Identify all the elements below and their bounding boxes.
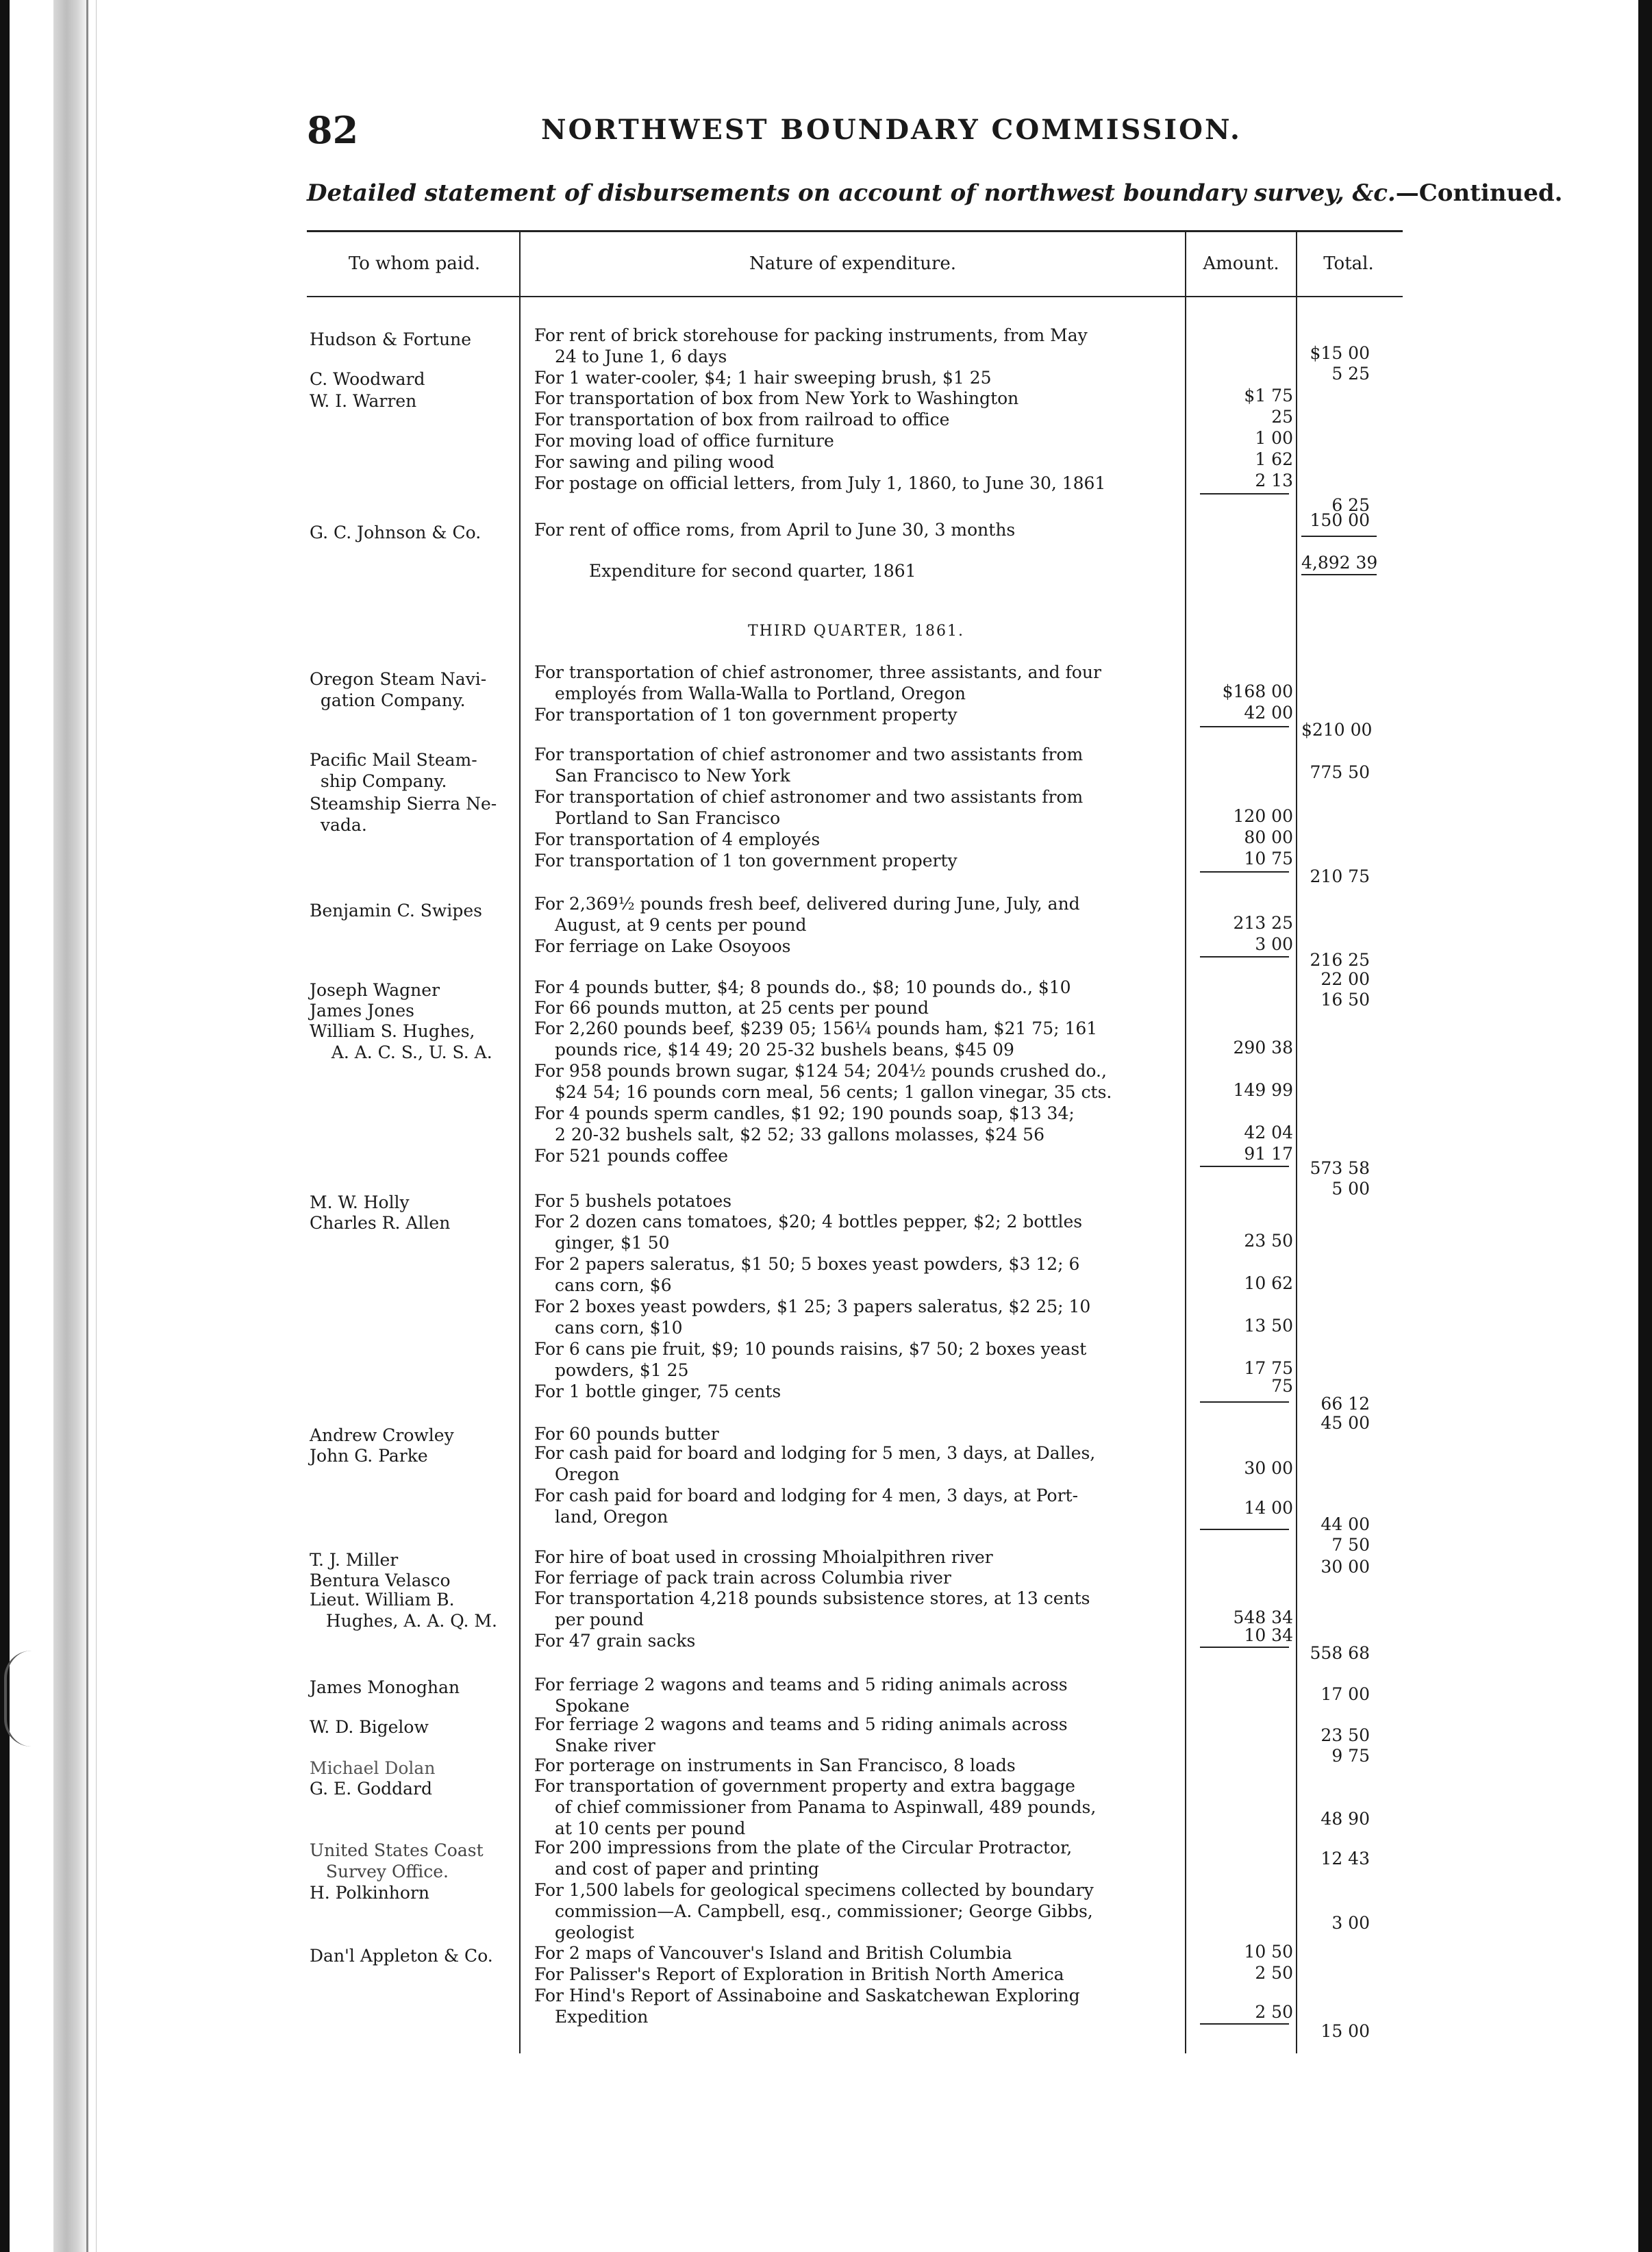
- caption-suffix: —Continued.: [1395, 179, 1563, 207]
- total-cell: 210 75: [1310, 866, 1370, 886]
- total-cell: 17 00: [1321, 1684, 1370, 1704]
- nature-line: For ferriage of pack train across Columbia river: [534, 1568, 951, 1588]
- nature-line: For postage on official letters, from July 1, 1860, to June 30, 1861: [534, 473, 1106, 493]
- payee-cell: G. C. Johnson & Co.: [310, 523, 481, 542]
- total-cell: 573 58: [1310, 1158, 1370, 1178]
- caption-italic: Detailed statement of disbursements on account of northwest boundary survey, &c.: [307, 179, 1396, 207]
- header-nature: Nature of expenditure.: [749, 253, 957, 274]
- amount-cell: 3 00: [1255, 934, 1293, 954]
- amount-cell: 80 00: [1244, 827, 1293, 847]
- amount-cell: 1 00: [1255, 428, 1293, 448]
- nature-line: of chief commissioner from Panama to Aspinwall, 489 pounds,: [555, 1797, 1097, 1817]
- total-cell: 44 00: [1321, 1514, 1370, 1534]
- amount-subtotal-rule: [1200, 1166, 1289, 1167]
- amount-subtotal-rule: [1200, 1529, 1289, 1530]
- nature-line: For ferriage 2 wagons and teams and 5 riding animals across: [534, 1675, 1068, 1694]
- nature-line: For transportation of 1 ton government property: [534, 851, 958, 871]
- nature-line: at 10 cents per pound: [555, 1818, 746, 1838]
- amount-subtotal-rule: [1200, 871, 1289, 873]
- total-rule: [1301, 536, 1377, 537]
- nature-line: For 1 water-cooler, $4; 1 hair sweeping brush, $1 25: [534, 368, 992, 388]
- total-cell: 23 50: [1321, 1725, 1370, 1745]
- binding-line: [86, 0, 88, 2252]
- binding-line-thin: [96, 0, 97, 2252]
- table-caption: [307, 179, 1563, 207]
- amount-cell: 149 99: [1233, 1080, 1293, 1100]
- total-cell: $15 00: [1310, 343, 1370, 363]
- table-header-rule: [307, 296, 1403, 297]
- total-cell: 45 00: [1321, 1413, 1370, 1433]
- nature-line: For transportation of chief astronomer and two assistants from: [534, 745, 1084, 764]
- total-cell: $210 00: [1301, 720, 1373, 740]
- nature-line: pounds rice, $14 49; 20 25-32 bushels beans, $45 09: [555, 1040, 1014, 1060]
- header-total: Total.: [1323, 253, 1374, 274]
- amount-cell: 75: [1271, 1376, 1293, 1396]
- payee-cell: G. E. Goddard: [310, 1779, 433, 1799]
- nature-line: cans corn, $6: [555, 1275, 672, 1295]
- nature-line: For 4 pounds butter, $4; 8 pounds do., $8; 10 pounds do., $10: [534, 977, 1071, 997]
- amount-cell: 42 00: [1244, 703, 1293, 723]
- amount-cell: 42 04: [1244, 1123, 1293, 1142]
- nature-line: For 1,500 labels for geological specimens collected by boundary: [534, 1880, 1094, 1900]
- nature-line: For transportation of chief astronomer and two assistants from: [534, 787, 1084, 807]
- amount-cell: 290 38: [1233, 1038, 1293, 1058]
- payee-cell: W. I. Warren: [310, 391, 417, 411]
- total-cell: 66 12: [1321, 1394, 1370, 1414]
- payee-cell: Bentura Velasco: [310, 1571, 451, 1590]
- nature-line: For 5 bushels potatoes: [534, 1191, 732, 1211]
- nature-line: Snake river: [555, 1736, 655, 1755]
- payee-cell: James Jones: [310, 1001, 415, 1021]
- running-head: NORTHWEST BOUNDARY COMMISSION.: [541, 114, 1242, 146]
- total-cell: 6 25: [1331, 495, 1370, 515]
- nature-line: For porterage on instruments in San Francisco, 8 loads: [534, 1755, 1016, 1775]
- payee-cell: W. D. Bigelow: [310, 1717, 429, 1737]
- amount-cell: 2 50: [1255, 2002, 1293, 2022]
- nature-line: For Hind's Report of Assinaboine and Saskatchewan Exploring: [534, 1986, 1080, 2005]
- nature-line: Spokane: [555, 1696, 630, 1716]
- total-cell: 9 75: [1331, 1746, 1370, 1766]
- payee-cell: Lieut. William B. Hughes, A. A. Q. M.: [310, 1590, 497, 1631]
- nature-line: For 958 pounds brown sugar, $124 54; 204½ pounds crushed do.,: [534, 1061, 1107, 1081]
- amount-cell: 30 00: [1244, 1458, 1293, 1478]
- total-cell: 16 50: [1321, 990, 1370, 1010]
- nature-line: land, Oregon: [555, 1507, 668, 1527]
- total-cell: 5 00: [1331, 1179, 1370, 1199]
- payee-cell: Oregon Steam Navi- gation Company.: [310, 669, 487, 710]
- total-cell: 22 00: [1321, 969, 1370, 989]
- nature-line: For ferriage on Lake Osoyoos: [534, 936, 791, 956]
- amount-cell: 10 62: [1244, 1273, 1293, 1293]
- amount-cell: 2 13: [1255, 471, 1293, 490]
- payee-cell: United States Coast Survey Office.: [310, 1840, 484, 1881]
- nature-line: For 1 bottle ginger, 75 cents: [534, 1381, 781, 1401]
- payee-cell: Charles R. Allen: [310, 1213, 451, 1233]
- amount-cell: 10 34: [1244, 1625, 1293, 1645]
- amount-cell: 10 75: [1244, 849, 1293, 868]
- amount-cell: 13 50: [1244, 1316, 1293, 1336]
- header-amount: Amount.: [1203, 253, 1279, 274]
- nature-line: For transportation of government property and extra baggage: [534, 1776, 1075, 1796]
- payee-cell: Hudson & Fortune: [310, 329, 472, 349]
- nature-line: For transportation of 1 ton government property: [534, 705, 958, 725]
- nature-line: Expedition: [555, 2007, 649, 2027]
- total-cell: 12 43: [1321, 1849, 1370, 1868]
- nature-line: For 60 pounds butter: [534, 1424, 719, 1444]
- total-cell: 216 25: [1310, 950, 1370, 970]
- nature-line: For hire of boat used in crossing Mhoialpithren river: [534, 1547, 993, 1567]
- total-cell: 15 00: [1321, 2021, 1370, 2041]
- total-cell: 30 00: [1321, 1557, 1370, 1577]
- nature-line: For ferriage 2 wagons and teams and 5 riding animals across: [534, 1714, 1068, 1734]
- payee-cell: H. Polkinhorn: [310, 1883, 429, 1903]
- nature-line: August, at 9 cents per pound: [555, 915, 807, 935]
- nature-line: For Palisser's Report of Exploration in British North America: [534, 1964, 1064, 1984]
- amount-cell: 213 25: [1233, 913, 1293, 933]
- column-divider-1: [519, 232, 521, 2053]
- table-top-rule: [307, 230, 1403, 232]
- amount-cell: 91 17: [1244, 1144, 1293, 1164]
- scan-edge-right: [1638, 0, 1652, 2252]
- nature-line: For moving load of office furniture: [534, 431, 834, 451]
- nature-line: For transportation of chief astronomer, three assistants, and four: [534, 662, 1101, 682]
- payee-cell: Benjamin C. Swipes: [310, 901, 482, 921]
- total-cell: 775 50: [1310, 762, 1370, 782]
- section-title: THIRD QUARTER, 1861.: [748, 623, 964, 640]
- nature-line: For 6 cans pie fruit, $9; 10 pounds raisins, $7 50; 2 boxes yeast: [534, 1339, 1087, 1359]
- nature-line: For transportation of box from New York to Washington: [534, 388, 1019, 408]
- nature-line: $24 54; 16 pounds corn meal, 56 cents; 1 gallon vinegar, 35 cts.: [555, 1082, 1112, 1102]
- amount-cell: 2 50: [1255, 1963, 1293, 1983]
- amount-subtotal-rule: [1200, 1401, 1289, 1403]
- nature-line: For rent of brick storehouse for packing instruments, from May: [534, 325, 1088, 345]
- payee-cell: T. J. Miller: [310, 1550, 399, 1570]
- page-number: 82: [307, 108, 359, 152]
- payee-cell: Pacific Mail Steam- ship Company.: [310, 750, 477, 791]
- nature-line: Portland to San Francisco: [555, 808, 781, 828]
- column-divider-3: [1296, 232, 1297, 2053]
- nature-line: cans corn, $10: [555, 1318, 683, 1338]
- payee-cell: M. W. Holly: [310, 1192, 410, 1212]
- total-cell: 7 50: [1331, 1535, 1370, 1555]
- nature-line: For transportation of box from railroad to office: [534, 410, 950, 429]
- header-payee: To whom paid.: [348, 253, 481, 274]
- nature-line: ginger, $1 50: [555, 1233, 670, 1253]
- subtotal-label: Expenditure for second quarter, 1861: [589, 561, 916, 581]
- amount-cell: 1 62: [1255, 449, 1293, 469]
- payee-cell: Michael Dolan: [310, 1758, 436, 1778]
- nature-line: powders, $1 25: [555, 1360, 689, 1380]
- nature-line: For 2,369½ pounds fresh beef, delivered during June, July, and: [534, 894, 1080, 914]
- nature-line: For transportation of 4 employés: [534, 829, 821, 849]
- nature-line: 2 20-32 bushels salt, $2 52; 33 gallons molasses, $24 56: [555, 1125, 1044, 1144]
- total-rule: [1301, 574, 1377, 575]
- payee-cell: Dan'l Appleton & Co.: [310, 1946, 493, 1966]
- nature-line: For 200 impressions from the plate of the Circular Protractor,: [534, 1838, 1073, 1857]
- amount-cell: 548 34: [1233, 1607, 1293, 1627]
- payee-cell: William S. Hughes, A. A. C. S., U. S. A.: [310, 1021, 492, 1062]
- nature-line: For 47 grain sacks: [534, 1631, 696, 1651]
- nature-line: For 2 maps of Vancouver's Island and British Columbia: [534, 1943, 1012, 1963]
- binding-shadow: [53, 0, 86, 2252]
- subtotal-total: 4,892 39: [1301, 553, 1378, 573]
- amount-cell: $168 00: [1222, 681, 1293, 701]
- scan-edge-left: [0, 0, 10, 2252]
- payee-cell: Andrew Crowley: [310, 1425, 454, 1445]
- nature-line: and cost of paper and printing: [555, 1859, 819, 1879]
- nature-line: For transportation 4,218 pounds subsistence stores, at 13 cents: [534, 1588, 1090, 1608]
- nature-line: For 4 pounds sperm candles, $1 92; 190 pounds soap, $13 34;: [534, 1103, 1075, 1123]
- payee-cell: C. Woodward: [310, 369, 425, 389]
- nature-line: San Francisco to New York: [555, 766, 790, 786]
- nature-line: For sawing and piling wood: [534, 452, 775, 472]
- payee-cell: James Monoghan: [310, 1677, 460, 1697]
- amount-cell: 14 00: [1244, 1498, 1293, 1518]
- amount-cell: 10 50: [1244, 1942, 1293, 1962]
- nature-line: geologist: [555, 1923, 634, 1942]
- page-clip-mark: [4, 1651, 48, 1747]
- nature-line: For cash paid for board and lodging for 4 men, 3 days, at Port-: [534, 1486, 1079, 1505]
- total-cell: 150 00: [1310, 510, 1370, 530]
- amount-cell: 17 75: [1244, 1358, 1293, 1378]
- nature-line: per pound: [555, 1610, 644, 1629]
- payee-cell: Steamship Sierra Ne- vada.: [310, 794, 497, 835]
- nature-line: For rent of office roms, from April to June 30, 3 months: [534, 520, 1016, 540]
- nature-line: For 2 boxes yeast powders, $1 25; 3 papers saleratus, $2 25; 10: [534, 1297, 1091, 1316]
- total-cell: 48 90: [1321, 1809, 1370, 1829]
- amount-subtotal-rule: [1200, 956, 1289, 958]
- payee-cell: John G. Parke: [310, 1446, 428, 1466]
- amount-subtotal-rule: [1200, 726, 1289, 727]
- payee-cell: Joseph Wagner: [310, 980, 440, 1000]
- nature-line: For 521 pounds coffee: [534, 1146, 729, 1166]
- total-cell: 3 00: [1331, 1913, 1370, 1933]
- nature-line: employés from Walla-Walla to Portland, Oregon: [555, 684, 966, 703]
- nature-line: For cash paid for board and lodging for 5 men, 3 days, at Dalles,: [534, 1443, 1096, 1463]
- nature-line: 24 to June 1, 6 days: [555, 347, 727, 366]
- nature-line: Oregon: [555, 1464, 620, 1484]
- nature-line: For 2,260 pounds beef, $239 05; 156¼ pounds ham, $21 75; 161: [534, 1018, 1098, 1038]
- total-cell: 558 68: [1310, 1643, 1370, 1663]
- nature-line: For 2 papers saleratus, $1 50; 5 boxes yeast powders, $3 12; 6: [534, 1254, 1080, 1274]
- amount-cell: 25: [1271, 407, 1293, 427]
- nature-line: For 66 pounds mutton, at 25 cents per pound: [534, 998, 929, 1018]
- amount-subtotal-rule: [1200, 2023, 1289, 2025]
- amount-subtotal-rule: [1200, 493, 1289, 495]
- amount-subtotal-rule: [1200, 1647, 1289, 1648]
- amount-cell: 120 00: [1233, 806, 1293, 826]
- nature-line: For 2 dozen cans tomatoes, $20; 4 bottles pepper, $2; 2 bottles: [534, 1212, 1083, 1231]
- total-cell: 5 25: [1331, 364, 1370, 384]
- amount-cell: 23 50: [1244, 1231, 1293, 1251]
- amount-cell: $1 75: [1244, 386, 1293, 405]
- nature-line: commission—A. Campbell, esq., commissioner; George Gibbs,: [555, 1901, 1093, 1921]
